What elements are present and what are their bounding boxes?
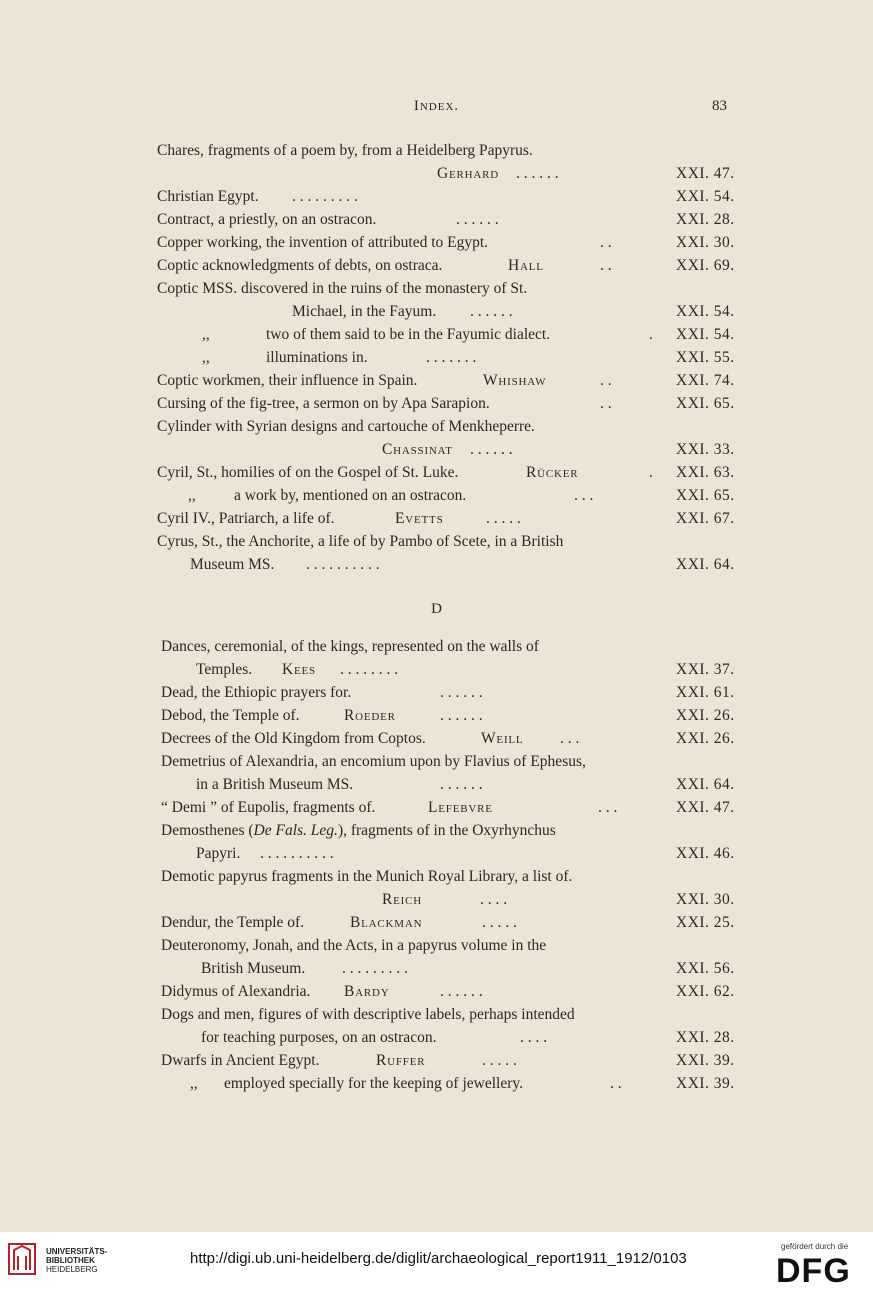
index-entry xyxy=(0,416,873,438)
entry-text: Deuteronomy, Jonah, and the Acts, in a papyrus volume in the xyxy=(161,937,547,954)
entry-leader-dots: . . . . . . . xyxy=(426,349,477,366)
entry-ditto-mark: ,, xyxy=(190,1075,198,1092)
index-entry xyxy=(0,324,873,346)
index-entry xyxy=(0,728,873,750)
entry-leader-dots: . . . . . xyxy=(486,510,521,527)
funded-by-text: gefördert durch die xyxy=(781,1242,849,1251)
index-entry xyxy=(0,1004,873,1026)
entry-text: Cyril IV., Patriarch, a life of. xyxy=(157,510,335,527)
entry-author: Kees xyxy=(282,661,316,678)
entry-text: Dwarfs in Ancient Egypt. xyxy=(161,1052,320,1069)
index-entry xyxy=(0,1027,873,1049)
index-entry xyxy=(0,163,873,185)
entry-author: Whishaw xyxy=(483,372,547,389)
entry-author: Hall xyxy=(508,257,544,274)
index-entry xyxy=(0,774,873,796)
entry-text: British Museum. xyxy=(201,960,306,977)
entry-text: Dances, ceremonial, of the kings, represented on the walls of xyxy=(161,638,539,655)
entry-text: employed specially for the keeping of jewellery. xyxy=(224,1075,523,1092)
entry-text: Cursing of the fig-tree, a sermon on by Apa Sarapion. xyxy=(157,395,490,412)
entry-leader-dots: . . . . . . xyxy=(440,707,483,724)
entry-leader-dots: . . xyxy=(600,372,612,389)
entry-text: Chares, fragments of a poem by, from a Heidelberg Papyrus. xyxy=(157,142,533,159)
index-entry xyxy=(0,1050,873,1072)
entry-leader-dots: . . . . . . xyxy=(470,441,513,458)
index-entry xyxy=(0,554,873,576)
entry-text: Dogs and men, figures of with descriptive labels, perhaps intended xyxy=(161,1006,575,1023)
footer-bar xyxy=(0,1232,873,1295)
index-entry xyxy=(0,462,873,484)
index-entry xyxy=(0,301,873,323)
index-entry xyxy=(0,636,873,658)
entry-reference: XXI. 64. xyxy=(676,776,735,793)
entry-reference: XXI. 54. xyxy=(676,303,735,320)
entry-leader-dots: . . . . xyxy=(480,891,508,908)
entry-leader-dots: . . . . . . xyxy=(440,684,483,701)
index-entry xyxy=(0,531,873,553)
entry-reference: XXI. 65. xyxy=(676,487,735,504)
entry-reference: XXI. 26. xyxy=(676,730,735,747)
entry-reference: XXI. 54. xyxy=(676,188,735,205)
entry-leader-dots: . . . . . . . . . . xyxy=(306,556,380,573)
entry-reference: XXI. 56. xyxy=(676,960,735,977)
entry-text: Michael, in the Fayum. xyxy=(292,303,437,320)
entry-text: Cylinder with Syrian designs and cartouche of Menkheperre. xyxy=(157,418,535,435)
index-entry xyxy=(0,393,873,415)
entry-reference: XXI. 74. xyxy=(676,372,735,389)
entry-text: two of them said to be in the Fayumic dialect. xyxy=(266,326,551,343)
entry-leader-dots: . . . xyxy=(574,487,594,504)
entry-leader-dots: . . . . . xyxy=(482,1052,517,1069)
index-entry xyxy=(0,209,873,231)
entry-text: Coptic MSS. discovered in the ruins of the monastery of St. xyxy=(157,280,528,297)
entry-text: Debod, the Temple of. xyxy=(161,707,300,724)
entry-author: Ruffer xyxy=(376,1052,426,1069)
index-entry xyxy=(0,866,873,888)
library-name-line: HEIDELBERG xyxy=(46,1265,98,1274)
index-entry xyxy=(0,232,873,254)
entry-reference: XXI. 61. xyxy=(676,684,735,701)
entry-author: Blackman xyxy=(350,914,423,931)
entry-text: “ Demi ” of Eupolis, fragments of. xyxy=(161,799,376,816)
entry-leader-dots: . . . xyxy=(560,730,580,747)
entry-text: Coptic acknowledgments of debts, on ostraca. xyxy=(157,257,443,274)
entry-reference: XXI. 55. xyxy=(676,349,735,366)
entry-author: Weill xyxy=(481,730,524,747)
entry-reference: XXI. 28. xyxy=(676,1029,735,1046)
entry-leader-dots: . . xyxy=(600,234,612,251)
entry-text: Coptic workmen, their influence in Spain. xyxy=(157,372,418,389)
index-entry xyxy=(0,912,873,934)
entry-text: Dead, the Ethiopic prayers for. xyxy=(161,684,352,701)
entry-reference: XXI. 25. xyxy=(676,914,735,931)
index-entry xyxy=(0,820,873,842)
entry-leader-dots: . . . . . . xyxy=(470,303,513,320)
entry-author: Roeder xyxy=(344,707,396,724)
entry-author: Lefebvre xyxy=(428,799,493,816)
entry-leader-dots: . . . . . xyxy=(482,914,517,931)
entry-text: Demotic papyrus fragments in the Munich Royal Library, a list of. xyxy=(161,868,573,885)
index-entry xyxy=(0,797,873,819)
entry-ditto-mark: ,, xyxy=(188,487,196,504)
running-header-title: Index. xyxy=(413,98,460,114)
entry-reference: XXI. 64. xyxy=(676,556,735,573)
entry-italic-title: De Fals. Leg. xyxy=(253,822,338,839)
entry-text: in a British Museum MS. xyxy=(196,776,354,793)
entry-text: Demetrius of Alexandria, an encomium upon by Flavius of Ephesus, xyxy=(161,753,586,770)
entry-reference: XXI. 26. xyxy=(676,707,735,724)
entry-text: Didymus of Alexandria. xyxy=(161,983,311,1000)
entry-leader-dots: . . . . . . . . xyxy=(340,661,399,678)
entry-author: Gerhard xyxy=(437,165,500,182)
dfg-logo: DFG xyxy=(776,1252,851,1290)
entry-reference: XXI. 30. xyxy=(676,891,735,908)
university-library-logo-icon xyxy=(8,1240,38,1278)
entry-text: Christian Egypt. xyxy=(157,188,259,205)
entry-reference: XXI. 63. xyxy=(676,464,735,481)
entry-text xyxy=(161,820,556,842)
index-entry xyxy=(0,705,873,727)
entry-leader-dots: . . . xyxy=(598,799,618,816)
entry-leader-dots: . . xyxy=(600,395,612,412)
entry-author: Evetts xyxy=(395,510,444,527)
entry-leader-dots: . xyxy=(649,326,653,343)
entry-leader-dots: . . xyxy=(610,1075,622,1092)
entry-reference: XXI. 62. xyxy=(676,983,735,1000)
entry-text: Cyril, St., homilies of on the Gospel of St. Luke. xyxy=(157,464,459,481)
index-entry xyxy=(0,1073,873,1095)
entry-author: Chassinat xyxy=(382,441,453,458)
index-entry xyxy=(0,255,873,277)
entry-reference: XXI. 46. xyxy=(676,845,735,862)
index-entry xyxy=(0,659,873,681)
entry-text: Papyri. xyxy=(196,845,241,862)
entry-text: a work by, mentioned on an ostracon. xyxy=(234,487,467,504)
library-name-line: UNIVERSITÄTS- xyxy=(46,1247,108,1256)
entry-leader-dots: . . . . . . . . . xyxy=(342,960,408,977)
source-url-link[interactable]: http://digi.ub.uni-heidelberg.de/diglit/archaeological_report1911_1912/0103 xyxy=(190,1250,687,1267)
index-entry xyxy=(0,370,873,392)
index-entry xyxy=(0,889,873,911)
index-entry xyxy=(0,682,873,704)
entry-leader-dots: . . . . xyxy=(520,1029,548,1046)
entry-reference: XXI. 47. xyxy=(676,799,735,816)
index-entry xyxy=(0,751,873,773)
index-entry xyxy=(0,485,873,507)
entry-reference: XXI. 39. xyxy=(676,1075,735,1092)
entry-leader-dots: . . . . . . xyxy=(440,776,483,793)
entry-reference: XXI. 37. xyxy=(676,661,735,678)
entry-reference: XXI. 69. xyxy=(676,257,735,274)
entry-reference: XXI. 39. xyxy=(676,1052,735,1069)
entry-text-part: Demosthenes ( xyxy=(161,822,254,839)
index-entry xyxy=(0,347,873,369)
index-entry xyxy=(0,439,873,461)
entry-text: Temples. xyxy=(196,661,253,678)
entry-ditto-mark: ,, xyxy=(202,326,210,343)
entry-author: Bardy xyxy=(344,983,390,1000)
index-entry xyxy=(0,843,873,865)
library-name xyxy=(46,1247,107,1274)
entry-leader-dots: . . . . . . . . . . xyxy=(260,845,334,862)
index-entry xyxy=(0,508,873,530)
entry-leader-dots: . . . . . . xyxy=(516,165,559,182)
entry-text: Copper working, the invention of attributed to Egypt. xyxy=(157,234,489,251)
entry-text: Cyrus, St., the Anchorite, a life of by Pambo of Scete, in a British xyxy=(157,533,564,550)
index-entry xyxy=(0,186,873,208)
index-entry xyxy=(0,278,873,300)
entry-author: Reich xyxy=(382,891,423,908)
entry-reference: XXI. 28. xyxy=(676,211,735,228)
index-entry xyxy=(0,140,873,162)
entry-text: illuminations in. xyxy=(266,349,368,366)
entry-text: Contract, a priestly, on an ostracon. xyxy=(157,211,377,228)
entry-text: for teaching purposes, on an ostracon. xyxy=(201,1029,437,1046)
entry-reference: XXI. 54. xyxy=(676,326,735,343)
entry-reference: XXI. 30. xyxy=(676,234,735,251)
entry-leader-dots: . . . . . . xyxy=(440,983,483,1000)
entry-text-part: ), fragments of in the Oxyrhynchus xyxy=(337,822,556,839)
library-name-line: BIBLIOTHEK xyxy=(46,1256,95,1265)
index-entry xyxy=(0,981,873,1003)
entry-text: Museum MS. xyxy=(190,556,275,573)
section-letter-heading: D xyxy=(431,601,442,617)
entry-author: Rücker xyxy=(526,464,579,481)
entry-leader-dots: . . . . . . xyxy=(456,211,499,228)
entry-leader-dots: . . xyxy=(600,257,612,274)
entry-reference: XXI. 67. xyxy=(676,510,735,527)
entry-reference: XXI. 47. xyxy=(676,165,735,182)
entry-leader-dots: . . . . . . . . . xyxy=(292,188,358,205)
index-entry xyxy=(0,935,873,957)
entry-reference: XXI. 33. xyxy=(676,441,735,458)
entry-text: Decrees of the Old Kingdom from Coptos. xyxy=(161,730,426,747)
entry-leader-dots: . xyxy=(649,464,653,481)
entry-ditto-mark: ,, xyxy=(202,349,210,366)
page-number: 83 xyxy=(712,98,727,114)
entry-text: Dendur, the Temple of. xyxy=(161,914,305,931)
index-entry xyxy=(0,958,873,980)
entry-reference: XXI. 65. xyxy=(676,395,735,412)
